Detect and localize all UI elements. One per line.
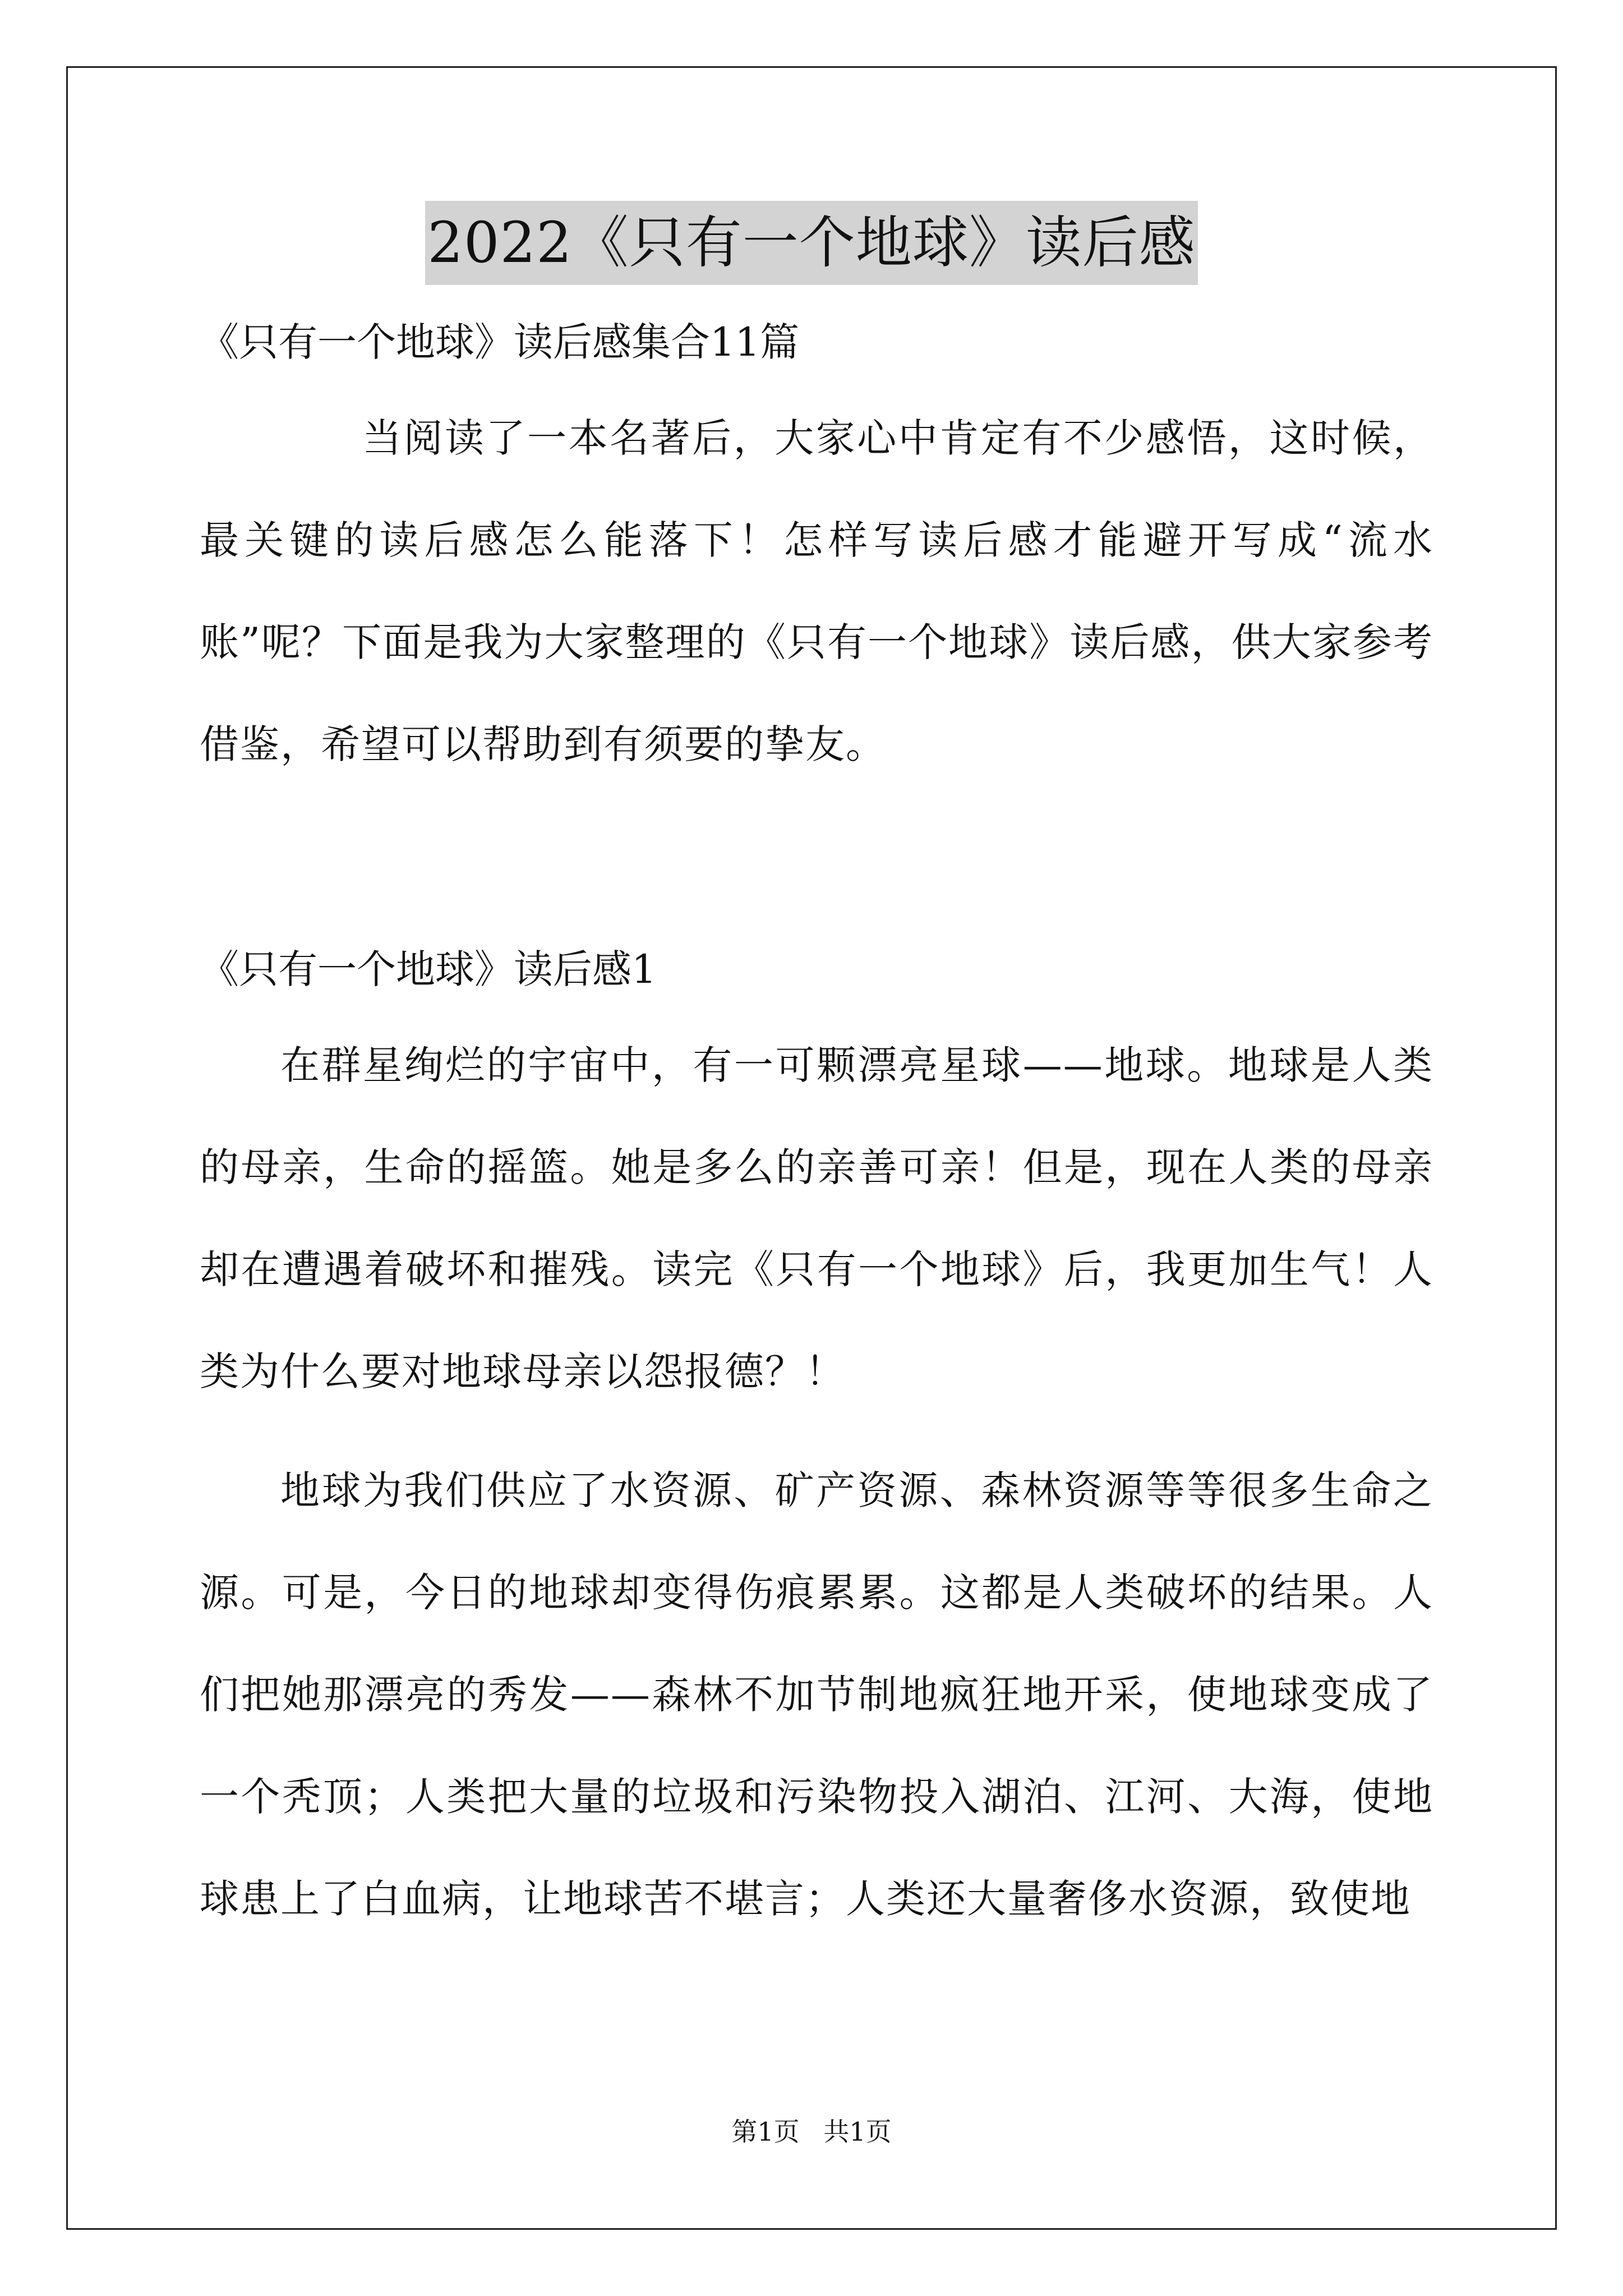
body-paragraph-2: 地球为我们供应了水资源、矿产资源、森林资源等等很多生命之源。可是，今日的地球却变得伤痕累累。这都是人类破坏的结果。人们把她那漂亮的秀发——森林不加节制地疯狂地开采，使地球变成了一个秃顶；人类把大量的垃圾和污染物投入湖泊、江河、大海，使地球患上了白血病，让地球苦不堪言；人类还大量奢侈水资源，致使地 [200, 1467, 1433, 1922]
page-number: 第1页 [731, 2116, 800, 2147]
document-subtitle: 《只有一个地球》读后感集合11篇 [200, 319, 800, 365]
page-total: 共1页 [823, 2116, 892, 2147]
document-body [200, 306, 1433, 1950]
title-container [0, 201, 1623, 285]
body-paragraph-1: 在群星绚烂的宇宙中，有一可颗漂亮星球——地球。地球是人类的母亲，生命的摇篮。她是多么的亲善可亲！但是，现在人类的母亲却在遭遇着破坏和摧残。读完《只有一个地球》后，我更加生气！人类为什么要对地球母亲以怨报德？！ [200, 1042, 1433, 1395]
section-heading: 《只有一个地球》读后感1 [200, 946, 657, 992]
document-title: 2022《只有一个地球》读后感 [425, 201, 1198, 285]
intro-paragraph: 当阅读了一本名著后，大家心中肯定有不少感悟，这时候，最关键的读后感怎么能落下！怎样写读后感才能避开写成“流水账”呢？下面是我为大家整理的《只有一个地球》读后感，供大家参考借鉴，希望可以帮助到有须要的挚友。 [200, 415, 1433, 767]
page-footer [0, 2115, 1623, 2148]
